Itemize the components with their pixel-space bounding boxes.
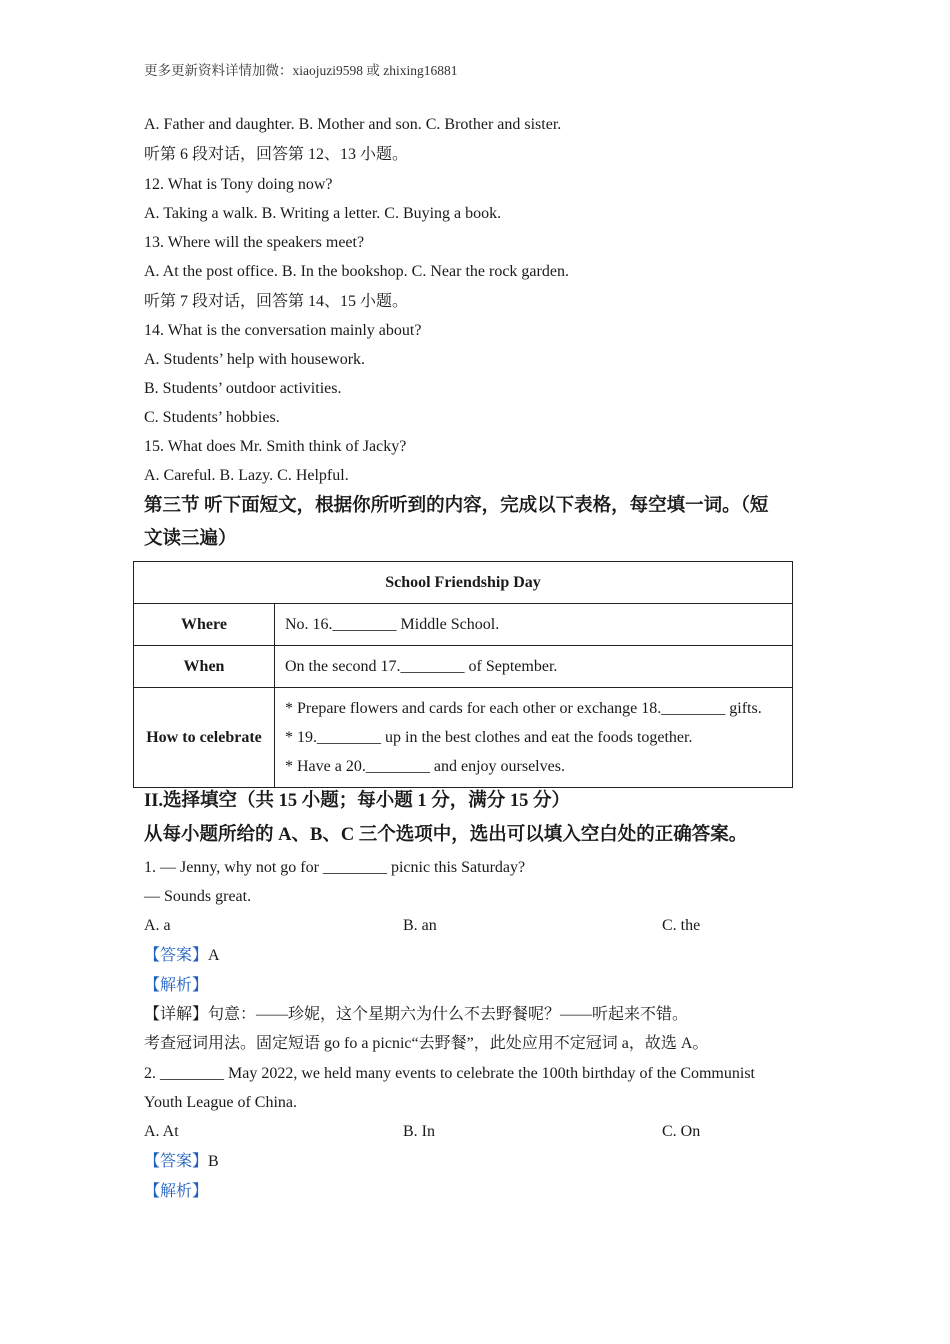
q1-line2: — Sounds great. [144,888,252,905]
page-header: 更多更新资料详情加微：xiaojuzi9598 或 zhixing16881 [144,63,458,78]
q1-detail-tag: 【详解】 [144,1006,209,1023]
q2-line1: 2. ________ May 2022, we held many events to celebrate the 100th birthday of the Communist [144,1065,755,1082]
how-value [275,688,793,788]
section3-heading-line2: 文读三遍） [144,529,237,549]
part2-instruction: 从每小题所给的 A、B、C 三个选项中，选出可以填入空白处的正确答案。 [144,825,748,845]
q13-question: 13. Where will the speakers meet? [144,234,365,251]
q1-option-b: B. an [403,917,437,934]
q15-question: 15. What does Mr. Smith think of Jacky? [144,438,407,455]
q2-option-a: A. At [144,1123,179,1140]
dialog7-instruction: 听第 7 段对话，回答第 14、15 小题。 [144,293,409,310]
when-label: When [134,646,275,688]
q12-options: A. Taking a walk. B. Writing a letter. C. Buying a book. [144,205,502,222]
q1-detail [144,1005,688,1025]
how-item-19: * 19.________ up in the best clothes and eat the foods together. [285,729,693,746]
friendship-day-table [133,561,793,788]
q2-answer-tag: 【答案】 [144,1153,209,1170]
q14-option-a: A. Students’ help with housework. [144,351,366,368]
q15-options: A. Careful. B. Lazy. C. Helpful. [144,467,349,484]
where-label: Where [134,604,275,646]
q12-question: 12. What is Tony doing now? [144,176,333,193]
q2-analysis-tag: 【解析】 [144,1183,209,1200]
q2-option-c: C. On [662,1123,701,1140]
dialog6-instruction: 听第 6 段对话，回答第 12、13 小题。 [144,146,409,163]
q1-analysis-tag: 【解析】 [144,977,209,994]
how-label: How to celebrate [134,688,275,788]
q2-option-b: B. In [403,1123,435,1140]
q1-answer-tag: 【答案】 [144,947,209,964]
q1-option-c: C. the [662,917,701,934]
q14-option-c: C. Students’ hobbies. [144,409,280,426]
q2-line2: Youth League of China. [144,1094,298,1111]
q13-options: A. At the post office. B. In the bookshop. C. Near the rock garden. [144,263,569,280]
q2-answer-value: B [208,1153,219,1170]
q11-options: A. Father and daughter. B. Mother and son. C. Brother and sister. [144,116,562,133]
q1-explanation: 考查冠词用法。固定短语 go fo a picnic“去野餐”，此处应用不定冠词 a，故选 A。 [144,1035,709,1052]
how-item-20: * Have a 20.________ and enjoy ourselves. [285,758,565,775]
part2-heading: II.选择填空（共 15 小题；每小题 1 分，满分 15 分） [144,791,571,811]
q1-line1: 1. — Jenny, why not go for ________ picnic this Saturday? [144,859,526,876]
q14-option-b: B. Students’ outdoor activities. [144,380,342,397]
q1-answer-value: A [208,947,220,964]
q14-question: 14. What is the conversation mainly about? [144,322,422,339]
section3-heading-line1: 第三节 听下面短文，根据你所听到的内容，完成以下表格，每空填一词。（短 [144,496,769,516]
table-title: School Friendship Day [134,562,793,604]
q1-detail-text: 句意：——珍妮，这个星期六为什么不去野餐呢？——听起来不错。 [208,1006,689,1023]
how-item-18: * Prepare flowers and cards for each other or exchange 18.________ gifts. [285,700,762,717]
q1-answer [144,946,220,966]
when-value: On the second 17.________ of September. [275,646,793,688]
q2-answer [144,1152,219,1172]
where-value: No. 16.________ Middle School. [275,604,793,646]
q1-option-a: A. a [144,917,171,934]
